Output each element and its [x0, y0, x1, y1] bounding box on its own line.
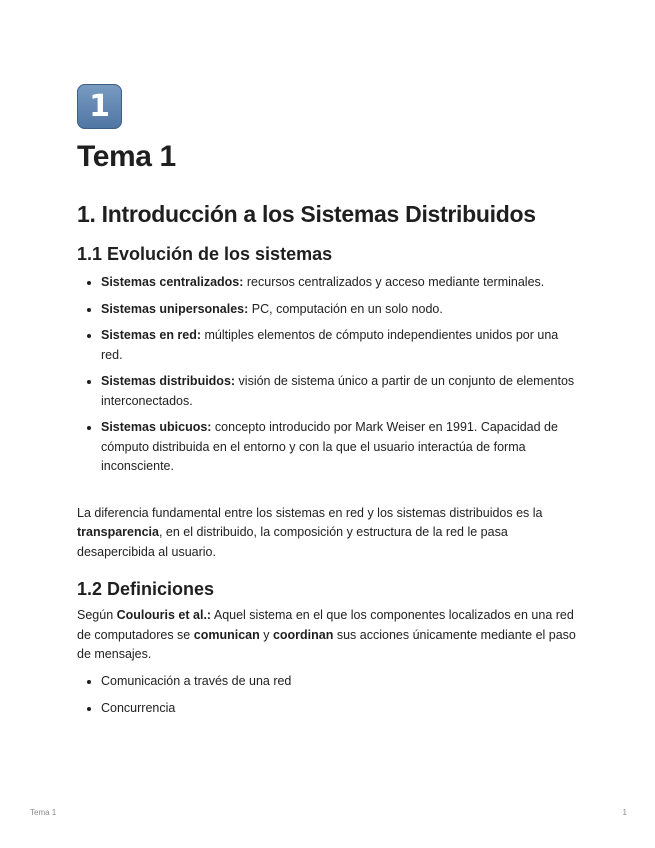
paragraph-bold: coordinan — [272, 627, 334, 642]
document-page — [77, 84, 577, 727]
list-item-text: visión de sistema único a partir de un conjunto de elementos interconectados. — [101, 374, 575, 408]
list-item-term: Sistemas en red: — [101, 328, 202, 342]
list-item-term: Sistemas centralizados: — [101, 275, 244, 289]
subsection-heading-definiciones: 1.2 Definiciones — [77, 579, 215, 599]
paragraph-bold: Coulouris et al.: — [116, 608, 212, 622]
list-item — [101, 372, 577, 411]
footer-title: Tema 1 — [30, 808, 57, 817]
list-item: Concurrencia — [101, 699, 577, 719]
list-item-text: concepto introducido por Mark Weiser en 1991. Capacidad de cómputo distribuida en el entorno y con la que el usuario interactúa de forma inconsciente. — [101, 420, 558, 473]
list-item-text: múltiples elementos de cómputo independientes unidos por una red. — [101, 328, 559, 362]
list-item-term: Sistemas unipersonales: — [101, 301, 249, 316]
list-item: Comunicación a través de una red — [101, 672, 577, 692]
keycap-one-icon: 1 — [77, 84, 122, 129]
paragraph-text: y — [259, 627, 273, 642]
difference-paragraph — [77, 504, 577, 563]
list-item — [101, 418, 577, 477]
paragraph-text: Según — [77, 608, 117, 622]
list-item-term: Sistemas distribuidos: — [101, 374, 236, 388]
paragraph-bold: comunican — [193, 627, 260, 642]
list-item — [101, 300, 577, 320]
subsection-heading-evolucion: 1.1 Evolución de los sistemas — [77, 244, 333, 264]
paragraph-text: La diferencia fundamental entre los sistemas en red y los sistemas distribuidos es la — [77, 505, 543, 520]
definition-paragraph — [77, 606, 577, 665]
evolution-list — [77, 273, 577, 477]
list-item-term: Sistemas ubicuos: — [101, 420, 212, 434]
page-number: 1 — [622, 808, 627, 817]
paragraph-text: , en el distribuido, la composición y estructura de la red le pasa desapercibida al usuario. — [77, 525, 508, 559]
definition-list — [77, 672, 577, 719]
page-title: Tema 1 — [77, 140, 176, 173]
paragraph-bold: transparencia — [77, 525, 159, 539]
list-item-text: PC, computación en un solo nodo. — [248, 301, 443, 316]
paragraph-text: Aquel sistema en el que los componentes localizados en una red de computadores se — [77, 608, 574, 642]
list-item-text: recursos centralizados y acceso mediante terminales. — [243, 275, 545, 289]
section-heading-introduccion: 1. Introducción a los Sistemas Distribuidos — [77, 201, 536, 227]
list-item — [101, 326, 577, 365]
paragraph-text: sus acciones únicamente mediante el paso de mensajes. — [77, 627, 576, 661]
list-item — [101, 273, 577, 293]
